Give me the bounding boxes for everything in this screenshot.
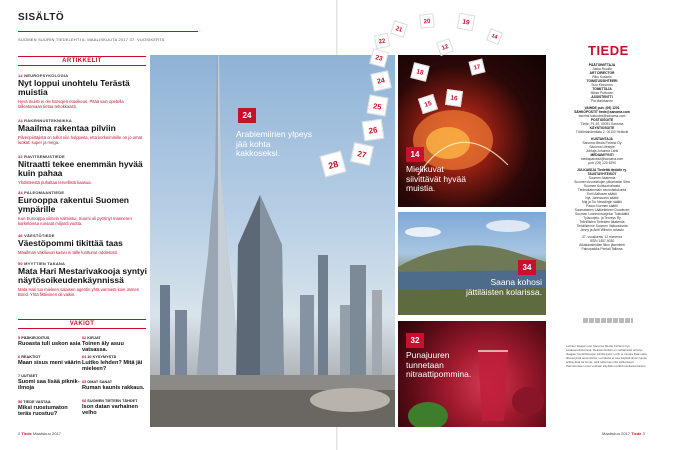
- article-kicker: 46 VÄESTÖTIEDE: [18, 233, 55, 238]
- credit-line: MEDIAMYYNTI: [590, 153, 614, 157]
- credit-line: ISSN 1457-9030: [589, 239, 615, 243]
- article-item[interactable]: [18, 190, 148, 226]
- feature-caption: Arabiemiirien ylpeys jää kohta kakkoseksi.: [236, 129, 313, 158]
- skyline-photo[interactable]: [150, 55, 395, 427]
- credit-line: etunimi.sukunimi@sanoma.com: [578, 114, 626, 118]
- credit-line: KÄYNTIOSOITE: [589, 126, 615, 130]
- credit-line: Suomen Akatemia: [588, 176, 616, 180]
- credit-line: Tiedeakatemiain neuvottelukunta: [577, 188, 627, 192]
- mountain-photo[interactable]: [398, 212, 546, 315]
- article-kicker: 24 RAKENNUSTEKNIIKKA: [18, 118, 73, 123]
- credit-line: TAUSTAYHTEISÖT: [587, 172, 617, 176]
- credit-line: Töölönlahdenkatu 2, 00100 Helsinki: [575, 130, 629, 134]
- credit-line: Sanoma Media Finland Oy: [582, 141, 622, 145]
- column-item[interactable]: [82, 399, 146, 417]
- section-columns-header: VAKIOT: [18, 319, 146, 329]
- column-item[interactable]: [18, 355, 82, 366]
- credit-line: Aikakauslehtien liiton jäsenlehti: [579, 243, 625, 247]
- credit-line: Jukka Ruukki: [592, 67, 612, 71]
- calendar-page: 27: [350, 142, 374, 166]
- column-headline: Suomi saa lisää piknik-ilmoja: [18, 379, 80, 392]
- column-headline: Ruman kaunis rakkaus.: [82, 385, 145, 391]
- credit-line: Jenny ja Antti Wihurin rahasto: [580, 228, 624, 232]
- footer-left: [18, 431, 61, 436]
- calendar-page: 26: [362, 119, 385, 142]
- credit-line: puh. (09) 120 5290: [588, 161, 616, 165]
- credit-line: Teknillisten Tieteiden Akatemia: [579, 220, 625, 224]
- calendar-page: 14: [486, 28, 503, 45]
- article-item[interactable]: [18, 233, 148, 255]
- column-kicker: 64 10 KYSYMYSTÄ: [82, 355, 117, 359]
- credit-line: Maj ja Tor Nesslingin säätiö: [581, 200, 623, 204]
- page-subtitle: SUOMEN SUURIN TIEDELEHTI 6. MAALISKUUTA 2017 37. VUOSIKERTA: [18, 37, 165, 42]
- calendar-page: 17: [469, 59, 486, 76]
- credit-line: TOIMITTAJA: [592, 87, 612, 91]
- credit-line: Mikko Puttonen: [590, 91, 614, 95]
- tiede-logo: TIEDE: [588, 43, 629, 58]
- column-kicker: 62 KIRJAT: [82, 336, 101, 340]
- feature-page-number: 24: [238, 108, 256, 123]
- credit-line: mediapalvelut@sanoma.com: [580, 157, 624, 161]
- credit-line: Painopaikka Printall Tallinna: [581, 247, 623, 251]
- article-headline: Maailma rakentaa pilviin: [18, 123, 116, 133]
- credit-line: PÄÄTOIMITTAJA: [588, 63, 616, 67]
- column-kicker: 65 OMAT SANAT: [82, 380, 113, 384]
- feature-page-number: 14: [406, 147, 424, 162]
- column-item[interactable]: [18, 336, 82, 347]
- calendar-page: 25: [366, 94, 388, 116]
- credit-line: Johtaja Johanna Lahti: [585, 149, 619, 153]
- article-kicker: 34 PALEOMAANTIEDE: [18, 190, 65, 195]
- calendar-page: 15: [418, 94, 438, 114]
- credit-line: Pia Markkanen: [591, 99, 613, 103]
- feature-caption: Mielikuvat siivittävät hyvää muistia.: [406, 164, 466, 193]
- header-rule: [18, 31, 198, 32]
- calendar-page: 28: [320, 151, 347, 178]
- column-headline: Ruoasta tuli uskon asia: [18, 341, 81, 347]
- credit-line: ART DIRECTOR: [589, 71, 615, 75]
- article-headline: Nyt loppui unohtelu Terästä muistia: [18, 78, 130, 97]
- credit-line: VAIHDE puh. (09) 1201: [584, 106, 620, 110]
- column-item[interactable]: [82, 355, 146, 373]
- article-deck: Yhdisteestä puhaltaa tervellistä kaasua.: [18, 180, 92, 185]
- footer-issue: Maaliskuu 2017: [32, 431, 61, 436]
- column-headline: Ison datan varhainen velho: [82, 404, 138, 417]
- calendar-page: 12: [436, 38, 454, 56]
- column-kicker: 66 SUOMEN TIETEEN TÄHDET: [82, 399, 138, 403]
- column-item[interactable]: [18, 374, 82, 392]
- credit-line: JULKAISIJA Tiedettä tiedolle ry.: [577, 168, 627, 172]
- section-articles-header: ARTIKKELIT: [18, 56, 146, 66]
- article-item[interactable]: [18, 261, 148, 297]
- footer-brand: Tiede: [631, 431, 642, 436]
- skyline-illustration: [150, 55, 395, 427]
- article-headline: Mata Hari Mestarivakooja syntyi näytösoikeudenkäynnissä: [18, 266, 147, 285]
- credit-line: Tiede, PL 40, 00091 Sanoma: [580, 122, 624, 126]
- credit-line: Suomalainen Lääketieteen Duodecim: [574, 208, 630, 212]
- column-kicker: 6 REAKTIOT: [18, 355, 41, 359]
- article-kicker: 14 NEUROPSYKOLOGIA: [18, 73, 69, 78]
- feature-caption: Saana kohosi jättiläisten kolarissa.: [465, 277, 542, 297]
- calendar-page: 18: [410, 62, 429, 81]
- credit-line: POSTIOSOITE: [590, 118, 614, 122]
- footer-brand: Tiede: [21, 431, 32, 436]
- credit-line: TOIMITUSSIHTEERI: [586, 79, 618, 83]
- calendar-page: 21: [390, 20, 408, 38]
- credit-line: KUSTANTAJA: [591, 137, 613, 141]
- credit-line: Riku Koskelo: [592, 75, 612, 79]
- calendar-page: 24: [370, 70, 391, 91]
- article-deck: Maailman väkiluvun kasvu ei tälle lunttunut odotetusti.: [18, 250, 118, 255]
- calendar-page: 16: [445, 89, 463, 107]
- column-kicker: 7 UUTISET: [18, 374, 38, 378]
- article-item[interactable]: [18, 154, 148, 185]
- article-deck: Mata Hari tuo mieleen salaisen agentin yhtä varmasti kuin James Bond. Yhtä fiktiivinen oli vaikin.: [18, 287, 139, 297]
- credit-line: Paavo Nurmen säätiö: [586, 204, 618, 208]
- credit-line: Sanoma Lifestyle: [589, 145, 615, 149]
- article-headline: Eurooppa rakentui Suomen ympärille: [18, 195, 129, 214]
- article-deck: Pilvenpiirtäjistä on tullut niin hulppeita, että korkeimmille on jo omat luokat: super ja mega.: [18, 135, 143, 145]
- credit-line: Työsuojelu- ja Terveys Ry: [583, 216, 621, 220]
- credit-line: Emil Aaltosen säätiö: [587, 192, 617, 196]
- credit-line: Suomen Luonnonsuojelun Tukisäätiö: [574, 212, 630, 216]
- article-deck: Kun Eurooppa viimein valmistui, Suomi oli pyörinyt manneren karkeloissa runsaat miljardi vuotta.: [18, 216, 132, 226]
- article-headline: Nitraatti tekee enemmän hyvää kuin pahaa: [18, 159, 143, 178]
- column-headline: Miksi ruostumaton teräs ruostuu?: [18, 405, 68, 418]
- column-item[interactable]: [18, 400, 82, 418]
- calendar-page: 22: [374, 33, 390, 49]
- article-deck: Hyvä muisti ei ole harvojen etuoikeus. Pitää vain opetella tallentamaan tietoa tehokkaasti.: [18, 99, 124, 109]
- feature-caption: Punajuuren tunnetaan nitraattipommina.: [406, 350, 472, 379]
- credit-line: Suvi Kinnunen: [591, 83, 613, 87]
- feature-page-number: 32: [406, 333, 424, 348]
- column-kicker: 58 TIEDE VASTAA: [18, 400, 51, 404]
- column-headline: Maan sisus meni väärin: [18, 360, 81, 366]
- footer-page-number: 2: [18, 431, 21, 436]
- column-headline: Luitko lehden? Mitä jäi mieleen?: [82, 360, 143, 373]
- credit-line: 37. vuosikerta, 12 numeroa: [582, 235, 622, 239]
- calendar-page: 19: [457, 13, 476, 32]
- credit-line: Tietoliikenne Suomen Valtuuskunta: [576, 224, 628, 228]
- page-title: SISÄLTÖ: [18, 12, 65, 23]
- feature-page-number: 34: [518, 260, 536, 275]
- article-kicker: 32 RAVITSEMUSTIEDE: [18, 154, 65, 159]
- column-kicker: 5 PÄÄKIRJOITUS: [18, 336, 50, 340]
- article-item[interactable]: [18, 118, 148, 145]
- footer-page-number: 3: [642, 431, 645, 436]
- masthead-smallprint: Lehden tilaajat ovat Sanoma Media Finland Oyn asiakasrekisterissä. Rekisterissään on nähtävissä selvitys tilaajien henkilötietojen käsittelystä. Lehti ei vastaa tilaamatta lähetetyistä aineistoista. Lehdestä ei saa käyttää ilman lupaa artikkeleita tai kuvia, eikä tallentaa niitä sähköisesti. Painotuotteen osia voidaan käyttää markkinointitarkoituksiin.: [566, 344, 647, 368]
- credit-line: SÄHKÖPOSTIT tiede@sanoma.com: [574, 110, 630, 114]
- column-headline: Toinen äly asuu vatsassa.: [82, 341, 124, 354]
- article-kicker: 50 MYYTTIEN TAKANA: [18, 261, 66, 266]
- masthead-credits: [552, 63, 652, 251]
- credit-line: Suomen Kulttuurirahasto: [583, 184, 621, 188]
- credit-line: Suomen Arvostelujen yliharrastin Sitra: [574, 180, 630, 184]
- footer-right: [602, 431, 645, 436]
- credit-line: Nyt. Jahnssonin säätiö: [585, 196, 619, 200]
- beet-juice-photo[interactable]: [398, 321, 546, 427]
- credit-line: ASSISTENTTI: [591, 95, 613, 99]
- footer-issue: Maaliskuu 2017: [602, 431, 631, 436]
- calendar-page: 20: [419, 13, 434, 28]
- column-item[interactable]: [82, 336, 146, 354]
- barcode-strip: [583, 318, 633, 323]
- article-item[interactable]: [18, 73, 148, 109]
- column-item[interactable]: [82, 380, 146, 391]
- calendar-page: 23: [369, 48, 389, 68]
- article-headline: Väestöpommi tikittää taas: [18, 238, 123, 248]
